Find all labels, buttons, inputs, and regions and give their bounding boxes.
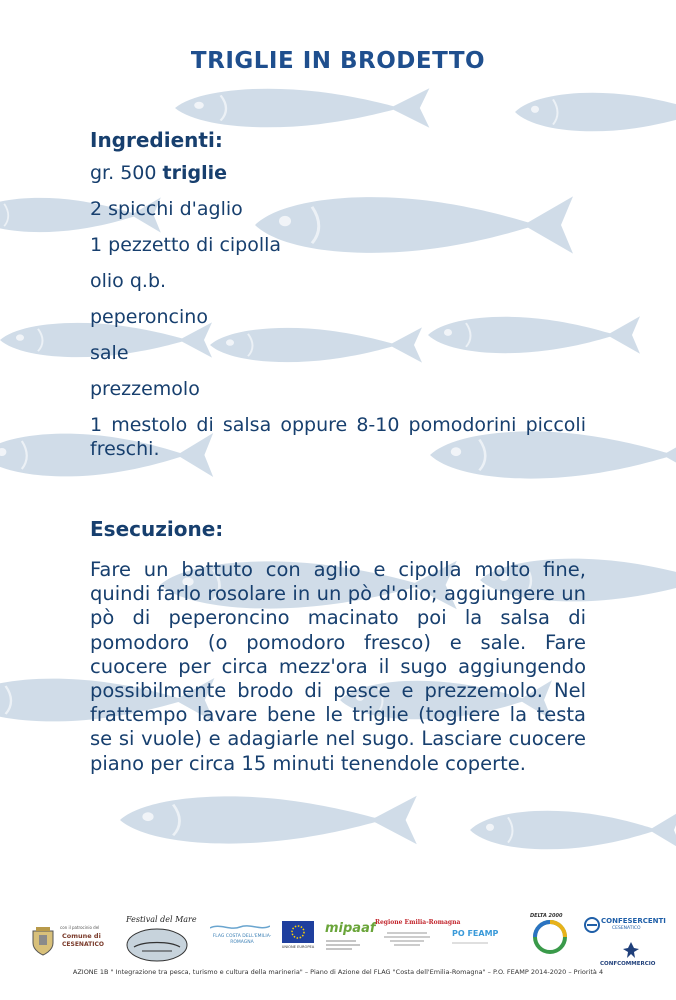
regione-text-lines-icon — [382, 931, 432, 949]
comune-city-label: CESENATICO — [62, 941, 104, 948]
delta-label: DELTA 2000 — [530, 913, 563, 919]
page-title: TRIGLIE IN BRODETTO — [190, 48, 486, 74]
po-feamp-line-icon — [452, 941, 492, 945]
eu-label: UNIONE EUROPEA — [281, 945, 315, 949]
ingredient-item: peperoncino — [90, 306, 208, 328]
confesercenti-city-label: CESENATICO — [612, 926, 641, 931]
ingredient-item: prezzemolo — [90, 378, 200, 400]
ingredient-item: 1 pezzetto di cipolla — [90, 234, 282, 256]
footer-caption: AZIONE 1B " Integrazione tra pesca, turismo e cultura della marineria" – Piano di Azione del FLAG "Costa dell'Emilia-Romagna" – P.O. FEAMP 2014-2020 – Priorità 4 — [72, 968, 604, 976]
flag-wave-icon — [210, 923, 270, 931]
confesercenti-logo-icon — [584, 917, 600, 933]
comune-label: Comune di — [62, 932, 101, 940]
regione-label: Regione Emilia-Romagna — [375, 919, 461, 926]
confesercenti-label: CONFESERCENTI — [601, 917, 666, 925]
ingredient-item: gr. 500 triglie — [90, 162, 227, 184]
flag-label: FLAG COSTA DELL'EMILIA-ROMAGNA — [212, 934, 272, 945]
cesenatico-crest-icon — [30, 927, 56, 957]
footer-logos — [0, 905, 676, 1000]
ingredient-item: 1 mestolo di salsa oppure 8-10 pomodorini piccoli freschi. — [90, 414, 586, 460]
delta-2000-logo-icon — [530, 917, 570, 957]
mipaaf-text-lines-icon — [326, 939, 362, 951]
ingredients-heading: Ingredienti: — [90, 128, 223, 152]
comune-patron-label: con il patrocinio del — [60, 925, 100, 930]
eu-flag-icon — [282, 921, 314, 943]
po-feamp-label: PO FEAMP — [452, 929, 499, 938]
festival-label: Festival del Mare — [126, 915, 197, 924]
ingredients-list — [90, 161, 586, 473]
ingredient-item: sale — [90, 342, 129, 364]
confcommercio-logo-icon — [622, 941, 640, 959]
ingredient-item: 2 spicchi d'aglio — [90, 198, 243, 220]
mipaaf-label: mipaaf — [325, 921, 376, 936]
execution-heading: Esecuzione: — [90, 517, 224, 541]
execution-text: Fare un battuto con aglio e cipolla molto fine, quindi farlo rosolare in un pò d'olio; aggiungere un pò di peperoncino macinato poi la salsa di pomodoro (o pomodoro fresco) e sale. Fare cuocere per circa mezz'ora il sugo aggiungendo possibilmente brodo di pesce e prezzemolo. Nel frattempo lavare bene le triglie (togliere la testa se si vuole) e adagiarle nel sugo. Lasciare cuocere piano per circa 15 minuti tenendole coperte. — [90, 558, 586, 775]
confcommercio-label: CONFCOMMERCIO — [600, 961, 656, 967]
ingredient-item: olio q.b. — [90, 270, 167, 292]
